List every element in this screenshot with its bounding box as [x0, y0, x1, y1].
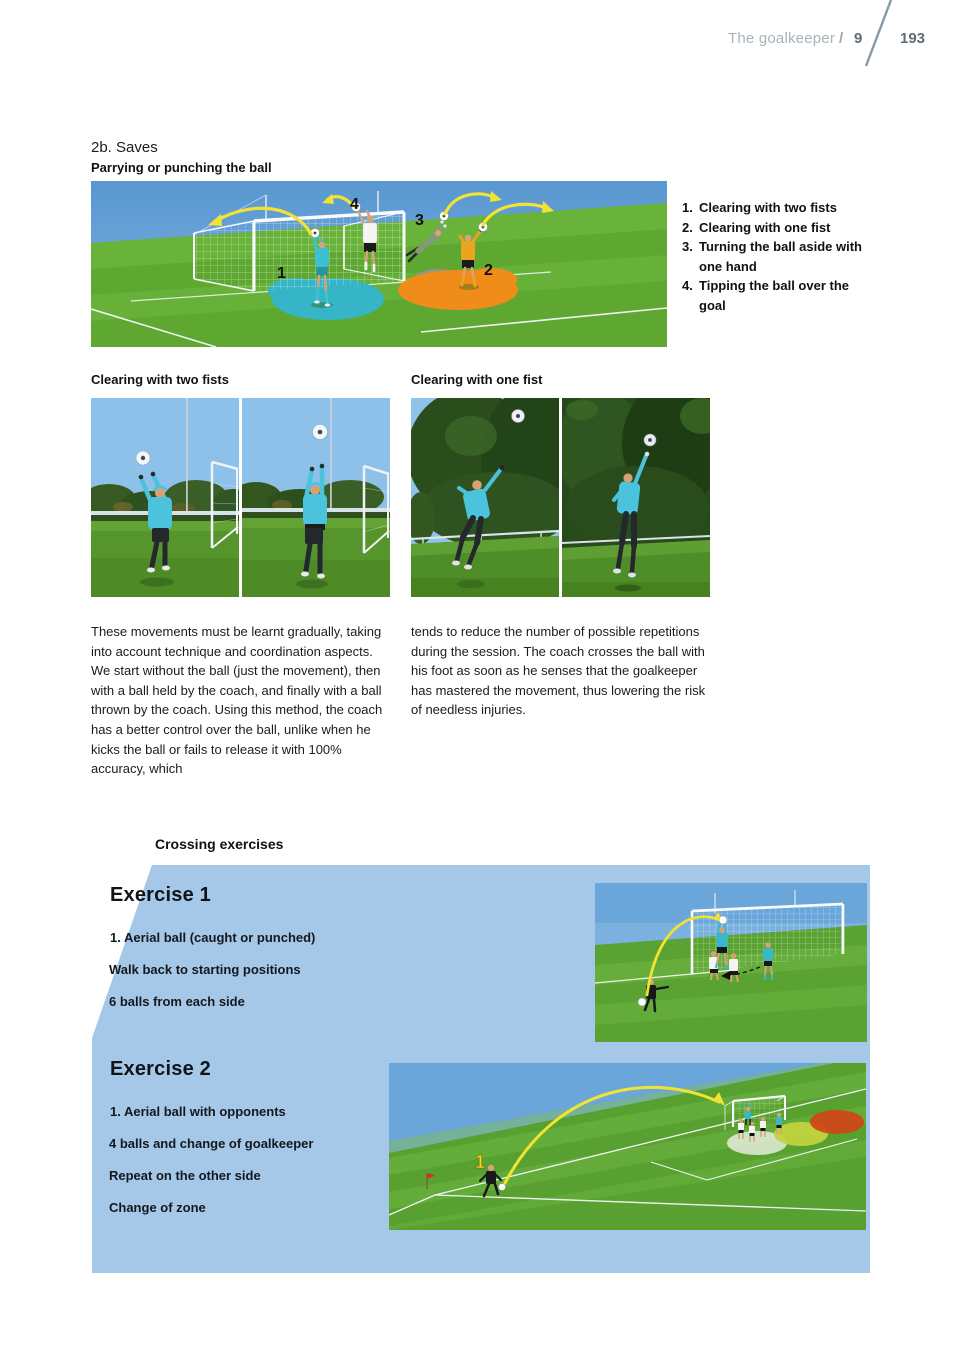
- photo-one-fist-1: [411, 398, 559, 597]
- diagram-marker-2: 2: [484, 262, 493, 279]
- exercise-1-item: Walk back to starting positions: [109, 962, 301, 977]
- caption-two-fists: Clearing with two fists: [91, 372, 229, 387]
- diagram-marker-4: 4: [350, 196, 359, 213]
- photo-one-fist-2: [562, 398, 710, 597]
- section-heading: 2b. Saves: [91, 139, 158, 156]
- legend-item: 1. Clearing with two fists: [682, 200, 837, 215]
- exercise-2-marker: 1: [475, 1152, 486, 1172]
- header-section-title: The goalkeeper: [728, 30, 836, 47]
- diagram-marker-3: 3: [415, 212, 424, 229]
- exercise-1-item: 6 balls from each side: [109, 994, 245, 1009]
- legend-item: 4. Tipping the ball over the goal: [682, 278, 849, 313]
- legend-item: 2. Clearing with one fist: [682, 219, 831, 235]
- exercise-2-item: Change of zone: [109, 1200, 206, 1215]
- diagram-marker-1: 1: [277, 265, 286, 282]
- exercise-2-item: 1. Aerial ball with opponents: [110, 1104, 286, 1119]
- exercise-1-title: Exercise 1: [110, 884, 211, 906]
- exercise-2-item: Repeat on the other side: [109, 1168, 261, 1183]
- caption-one-fist: Clearing with one fist: [411, 372, 543, 387]
- header-page-number: 193: [900, 30, 926, 47]
- crossing-heading: Crossing exercises: [155, 836, 284, 852]
- saves-diagram: [91, 181, 667, 347]
- net-pole: [186, 398, 188, 516]
- exercise-2-title: Exercise 2: [110, 1058, 211, 1080]
- legend-item: 3. Turning the ball aside with one hand: [682, 239, 862, 274]
- section-subheading: Parrying or punching the ball: [91, 160, 272, 175]
- saves-legend: [682, 198, 870, 315]
- exercise-2-diagram: [389, 1063, 866, 1230]
- header-chapter-number: 9: [854, 30, 863, 47]
- header-slash-char: /: [839, 30, 844, 47]
- photo-two-fists-1: [91, 398, 239, 597]
- photo-two-fists-2: [242, 398, 390, 597]
- exercise-1-diagram: [595, 883, 867, 1042]
- ball: [719, 916, 727, 924]
- exercise-2-item: 4 balls and change of goalkeeper: [109, 1136, 314, 1151]
- header-divider-line: [858, 0, 900, 68]
- body-paragraph-right: tends to reduce the number of possible repetitions during the session. The coach crosses the ball with his foot as soon as he senses that the goalkeeper has mastered the movement, thus lowering the risk of needless injuries.: [411, 624, 706, 718]
- body-paragraph-left: These movements must be learnt gradually, taking into account technique and coordination aspects. We start without the ball (just the movement), then with a ball held by the coach, and finally with a ball thrown by the coach. Using this method, the coach has a better control over the ball, unlike when he kicks the ball or fails to release it with 100% accuracy, which: [91, 624, 383, 777]
- net-pole: [330, 398, 332, 510]
- exercise-1-item: 1. Aerial ball (caught or punched): [110, 930, 316, 945]
